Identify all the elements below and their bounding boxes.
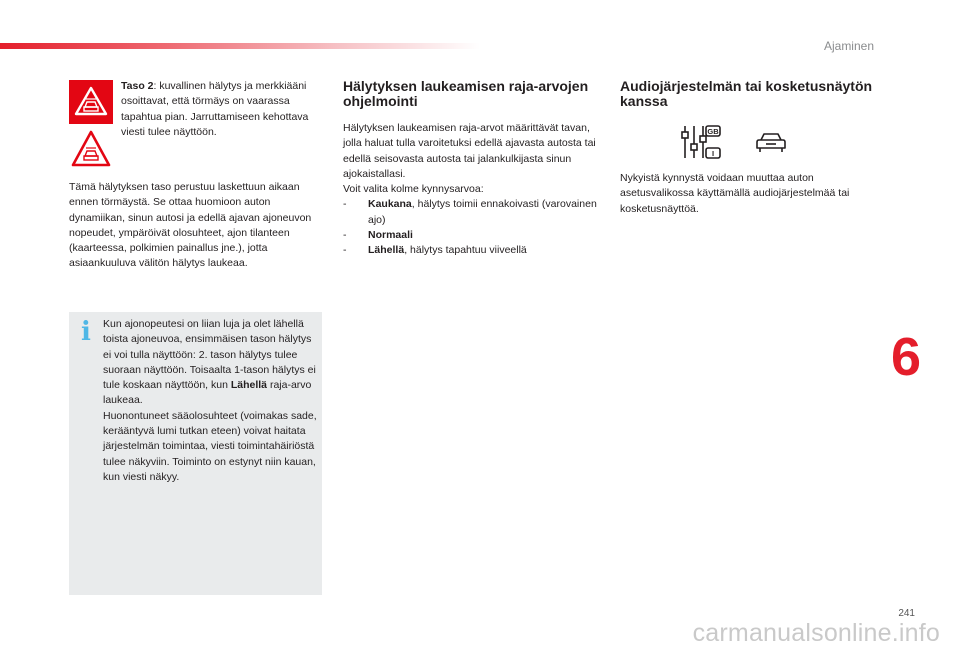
thresholds-choose: Voit valita kolme kynnysarvoa: — [343, 183, 484, 196]
gb-label: GB — [707, 127, 719, 136]
threshold-item-bold: Lähellä — [368, 244, 405, 257]
menu-icons — [680, 124, 790, 162]
threshold-item — [343, 197, 605, 228]
threshold-item-bold: Normaali — [368, 229, 413, 242]
bullet-dash: - — [343, 198, 347, 211]
info-paragraph-1 — [103, 317, 318, 409]
watermark: carmanualsonline.info — [692, 619, 940, 647]
car-icon — [755, 132, 787, 154]
threshold-item — [343, 243, 605, 258]
collision-alert-outline-icon — [69, 127, 113, 171]
info-p1-text-end: raja-arvo laukeaa. — [103, 379, 312, 407]
bullet-dash: - — [343, 229, 347, 242]
threshold-item — [343, 228, 605, 243]
chapter-number: 6 — [891, 327, 922, 387]
thresholds-section — [343, 79, 605, 259]
page-number: 241 — [898, 608, 915, 619]
threshold-item-bold: Kaukana — [368, 198, 412, 211]
threshold-item-text — [368, 228, 413, 243]
header-color-bar — [0, 43, 480, 49]
info-paragraph-2: Huonontuneet sääolosuhteet (voimakas sade, kerääntyvä lumi tutkan eteen) voivat haitata järjestelmän toimintaa, viesti toimintahäiriöstä tulee näkyviin. Toiminto on estynyt niin kauan, kun viesti näkyy. — [103, 409, 317, 483]
audio-section — [620, 79, 882, 109]
thresholds-body — [343, 121, 605, 259]
threshold-item-desc: , hälytys tapahtuu viiveellä — [404, 244, 527, 257]
thresholds-intro: Hälytyksen laukeamisen raja-arvot määrittävät tavan, jolla haluat tulla varoitetuksi edellä ajavasta autosta tai edellä seisovasta autosta tai jalankulkijasta sinun ajokaistallasi. — [343, 122, 596, 180]
audio-text: Nykyistä kynnystä voidaan muuttaa auton asetusvalikossa käyttämällä audiojärjestelmää tai kosketusnäyttöä. — [620, 172, 850, 215]
threshold-item-desc: , hälytys toimii ennakoivasti (varovainen ajo) — [368, 198, 597, 226]
bullet-dash: - — [343, 244, 347, 257]
level2-label: Taso 2 — [121, 80, 154, 92]
info-p1-bold: Lähellä — [230, 379, 268, 392]
warning-icons — [69, 80, 113, 171]
i-label: I — [711, 149, 715, 158]
threshold-item-text — [368, 197, 605, 228]
info-box — [69, 312, 322, 595]
info-p1-text: Kun ajonopeutesi on liian luja ja olet lähellä toista ajoneuvoa, ensimmäisen tason hälytys ei voi tulla näyttöön: 2. tason hälytys tulee suoraan näyttöön. Toisaalta 1-tason hälytys ei tule koskaan näyttöön, kun — [103, 318, 316, 392]
level2-description — [121, 79, 316, 140]
info-text — [103, 317, 318, 485]
thresholds-title: Hälytyksen laukeamisen raja-arvojen ohjelmointi — [343, 78, 589, 109]
collision-alert-red-icon — [69, 80, 113, 124]
level2-text: : kuvallinen hälytys ja merkkiääni osoittavat, että törmäys on vaarassa tapahtua pian. Jarruttamiseen kehottava viesti tulee näyttöön. — [121, 80, 309, 138]
info-icon: i — [81, 317, 91, 347]
section-title: Ajaminen — [823, 39, 874, 53]
alert-level-paragraph: Tämä hälytyksen taso perustuu laskettuun aikaan ennen törmäystä. Se ottaa huomioon auton dynamiikan, sinun autosi ja edellä ajavan ajoneuvon nopeudet, ympäröivät olosuhteet, ajon tilanteen (kaarteessa, polkimien painallus jne.), jotta asiaankuuluva välitön hälytys laukeaa. — [69, 181, 312, 270]
audio-title: Audiojärjestelmän tai kosketusnäytön kanssa — [620, 78, 873, 109]
threshold-item-text — [368, 243, 527, 258]
